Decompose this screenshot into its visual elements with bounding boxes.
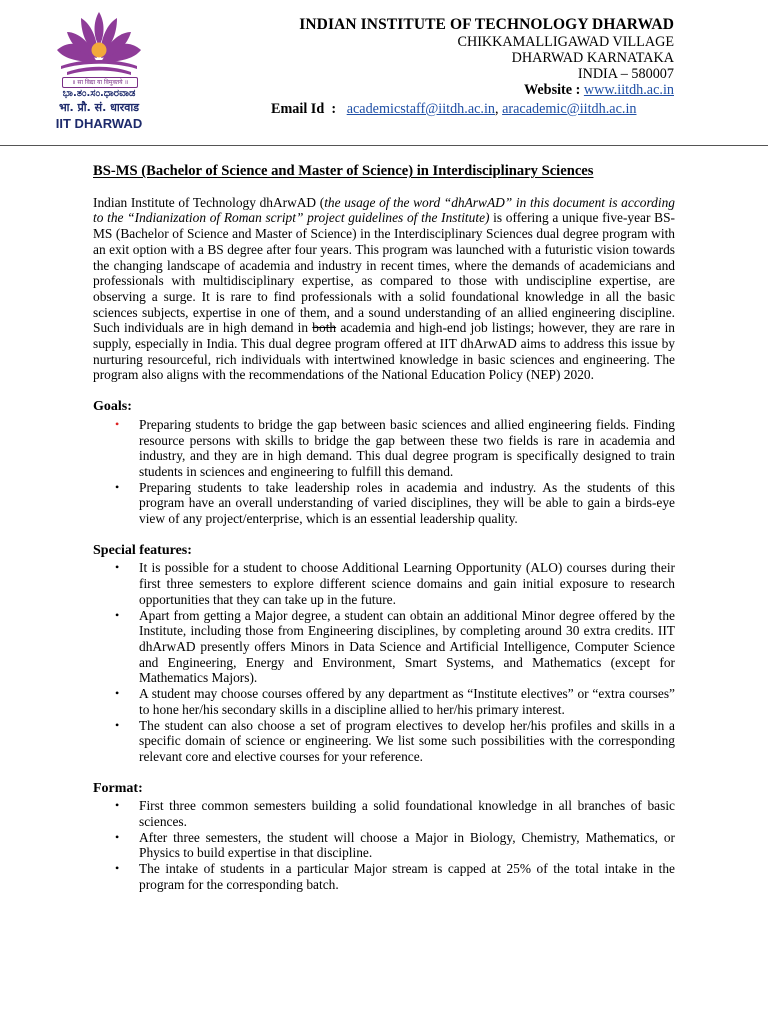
special-features-list [93, 560, 675, 764]
email-separator: : [331, 101, 337, 117]
list-item [93, 798, 675, 829]
goals-list [93, 417, 675, 527]
website-link[interactable]: www.iitdh.ac.in [583, 82, 674, 98]
goal-text-1: Preparing students to bridge the gap between basic sciences and allied engineering fields. Finding resource persons with skills to bridge the gap between these two fields is rare in academia and industry, and they are in high demand. This dual degree program is specifically designed to train students in sciences and engineering to fulfill this demand. [139, 416, 675, 479]
logo-motto: ॥ सा विद्या या विमुक्तये ॥ [62, 77, 138, 88]
special-text-2: Apart from getting a Major degree, a student can obtain an additional Minor degree offered by the Institute, including those from Engineering disciplines, by completing around 30 extra credits. IIT dhArwAD presently offers Minors in Data Science and Artificial Intelligence, Computer Science and Engineering, Energy and Environment, Smart Systems, and Mathematics (except for Mathematics Majors). [139, 607, 675, 686]
bullet-icon: • [115, 861, 120, 876]
list-item [93, 417, 675, 480]
logo-hindi-text: भा. प्रौ. सं. धारवाड [58, 101, 140, 114]
bullet-icon: • [115, 829, 120, 844]
address-line-1: CHIKKAMALLIGAWAD VILLAGE [457, 34, 674, 50]
bullet-icon: • [115, 607, 120, 622]
list-item [93, 480, 675, 527]
bullet-icon: • [115, 479, 120, 494]
format-text-3: The intake of students in a particular Major stream is capped at 25% of the total intake in the program for the corresponding batch. [139, 861, 675, 892]
goal-text-2: Preparing students to take leadership roles in academia and industry. As the students of this program have an overall understanding of varied disciplines, they will be able to gain a birds-eye view of any project/enterprise, which is an essential leadership quality. [139, 479, 675, 527]
logo-english-text: IIT DHARWAD [55, 116, 143, 131]
header-divider [0, 145, 768, 146]
list-item [93, 861, 675, 892]
format-list [93, 798, 675, 892]
list-item [93, 718, 675, 765]
format-text-1: First three common semesters building a solid foundational knowledge in all branches of basic sciences. [139, 798, 675, 830]
list-item [93, 560, 675, 607]
email-joiner: , [495, 101, 499, 117]
special-text-4: The student can also choose a set of program electives to develop her/his profiles and skills in a specific domain of science or engineering. We list some such possibilities with the corresponding relevant core and elective courses for your reference. [139, 717, 675, 764]
list-item [93, 686, 675, 717]
logo-kannada-text: ಭಾ.ತಂ.ಸಂ.ಧಾರವಾಡ [62, 88, 136, 99]
lotus-logo-icon [53, 10, 145, 80]
intro-lead: Indian Institute of Technology dhArwAD ( [93, 194, 325, 210]
intro-italic-note: the usage of the word “dhArwAD” in this document is according to the “Indianization of Roman script” project guidelines of the Institute) [93, 194, 675, 226]
letterhead-address [299, 16, 674, 99]
address-line-3: INDIA – 580007 [577, 66, 674, 82]
special-text-1: It is possible for a student to choose Additional Learning Opportunity (ALO) courses during their first three semesters to explore different science domains and gain initial exposure to research opportunities that they can take up in the future. [139, 560, 675, 607]
bullet-icon: • [115, 416, 120, 431]
format-text-2: After three semesters, the student will choose a Major in Biology, Chemistry, Mathematics, or Physics to build expertise in that discipline. [139, 829, 675, 861]
special-features-heading: Special features: [93, 542, 192, 558]
website-label: Website : [523, 82, 581, 98]
intro-body-2: academia and high-end job listings; however, they are rare in supply, especially in India. This dual degree program offered at IIT dhArwAD aims to address this issue by nurturing resourceful, rich individuals with intertwined knowledge in basic sciences and engineering. The program also aligns with the recommendations of the National Education Policy (NEP) 2020. [93, 320, 675, 383]
document-body [93, 164, 675, 893]
address-line-2: DHARWAD KARNATAKA [511, 50, 674, 66]
intro-paragraph [93, 195, 675, 383]
bullet-icon: • [115, 686, 120, 701]
website-line [299, 82, 674, 99]
email-link-aracademic[interactable]: aracademic@iitdh.ac.in [502, 101, 637, 117]
document-title: BS-MS (Bachelor of Science and Master of Science) in Interdisciplinary Sciences [93, 163, 594, 179]
intro-struck-word: both [312, 320, 337, 336]
list-item [93, 830, 675, 861]
iit-dharwad-logo [48, 10, 150, 134]
bullet-icon: • [115, 798, 120, 813]
goals-heading: Goals: [93, 399, 132, 415]
special-text-3: A student may choose courses offered by any department as “Institute electives” or “extra courses” to hone her/his secondary skills in a discipline allied to her/his primary interest. [139, 686, 675, 717]
email-link-academicstaff[interactable]: academicstaff@iitdh.ac.in [346, 101, 495, 117]
bullet-icon: • [115, 560, 120, 575]
intro-body-1: is offering a unique five-year BS-MS (Bachelor of Science and Master of Science) in the Interdisciplinary Sciences dual degree program with an exit option with a BS degree after four years. This program was launched with a futuristic vision towards the changing landscape of academia and industry in recent times, where the demands of academicians and professionals with multidisciplinary expertise, as compared to those with undiscipline expertise, are observing a surge. It is rare to find professionals with a solid foundational knowledge in all the basic sciences subjects, expertise in one of them, and a sound understanding of an allied engineering discipline. Such individuals are in high demand in [93, 210, 675, 336]
email-label: Email Id [271, 101, 325, 117]
email-line [271, 101, 636, 118]
bullet-icon: • [115, 717, 120, 732]
format-heading: Format: [93, 780, 143, 796]
list-item [93, 608, 675, 687]
institute-name: INDIAN INSTITUTE OF TECHNOLOGY DHARWAD [299, 16, 674, 33]
